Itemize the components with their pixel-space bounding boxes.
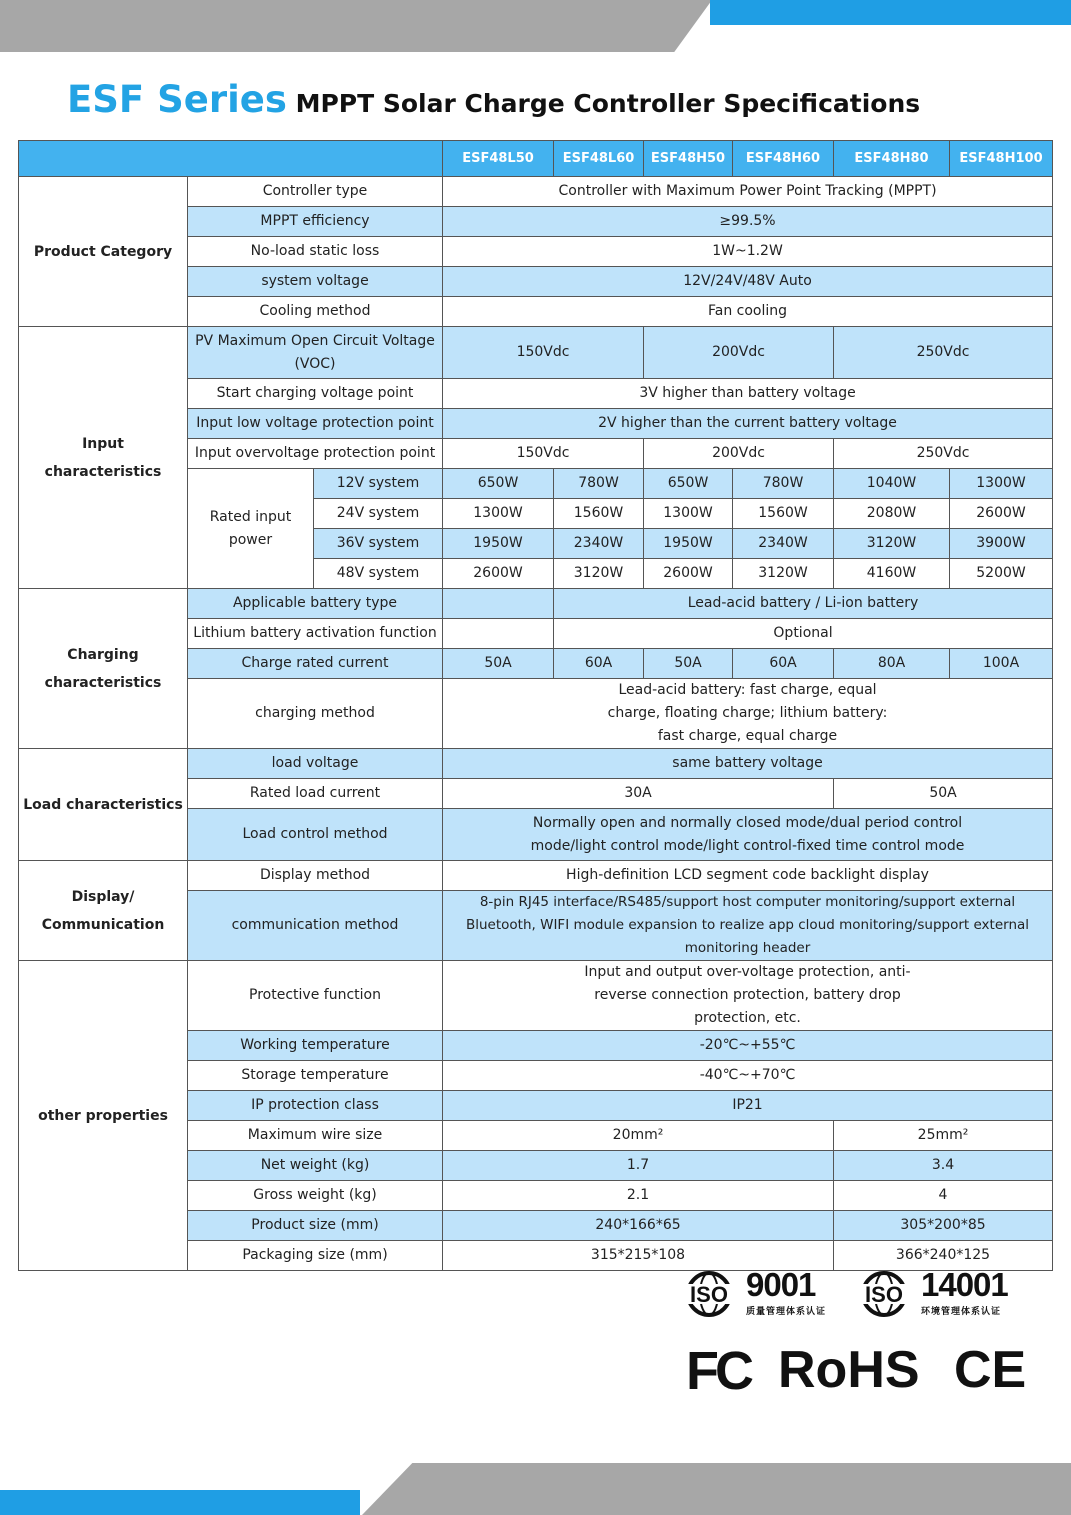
model-header: ESF48H100: [950, 141, 1053, 177]
power-value: 2600W: [644, 559, 733, 589]
power-value: 1950W: [644, 529, 733, 559]
category-load: Load characteristics: [19, 749, 188, 861]
model-header: ESF48H60: [733, 141, 834, 177]
iso-globe-icon: [680, 1268, 738, 1320]
system-label: 12V system: [314, 469, 443, 499]
spec-table: [18, 140, 1053, 1271]
spec-label: charging method: [188, 679, 443, 749]
page-title: [67, 78, 920, 121]
power-value: 3120W: [733, 559, 834, 589]
spec-label: communication method: [188, 891, 443, 961]
table-row: [19, 177, 1053, 207]
rated-input-power-label: Rated input power: [188, 469, 314, 589]
bottom-gray-banner: [362, 1463, 1071, 1515]
system-label: 48V system: [314, 559, 443, 589]
power-value: 4160W: [834, 559, 950, 589]
spec-label: Storage temperature: [188, 1061, 443, 1091]
table-row: [19, 327, 1053, 379]
spec-value: Normally open and normally closed mode/dual period control mode/light control mode/light control-fixed time control mode: [443, 809, 1053, 861]
power-value: 2600W: [443, 559, 554, 589]
iso-globe-icon: [855, 1268, 913, 1320]
power-value: 3120W: [554, 559, 644, 589]
spec-value: 200Vdc: [644, 439, 834, 469]
spec-value: 150Vdc: [443, 439, 644, 469]
spec-value: Fan cooling: [443, 297, 1053, 327]
spec-value: 315*215*108: [443, 1241, 834, 1271]
category-display: Display/ Communication: [19, 861, 188, 961]
current-value: 50A: [443, 649, 554, 679]
spec-label: No-load static loss: [188, 237, 443, 267]
power-value: 650W: [644, 469, 733, 499]
system-label: 36V system: [314, 529, 443, 559]
spec-value: 3V higher than battery voltage: [443, 379, 1053, 409]
spec-label: Display method: [188, 861, 443, 891]
current-value: 60A: [554, 649, 644, 679]
spec-value: Input and output over-voltage protection, anti-reverse connection protection, battery drop protection, etc.: [443, 961, 1053, 1031]
svg-text:ISO: ISO: [690, 1282, 728, 1307]
header-row: [19, 141, 1053, 177]
spec-value: 305*200*85: [834, 1211, 1053, 1241]
spec-value: Controller with Maximum Power Point Tracking (MPPT): [443, 177, 1053, 207]
spec-value: 366*240*125: [834, 1241, 1053, 1271]
spec-value: 8-pin RJ45 interface/RS485/support host computer monitoring/support external Bluetooth, WIFI module expansion to realize app cloud monitoring/support external monitoring header: [443, 891, 1053, 961]
iso14001-number: 14001: [921, 1266, 1008, 1303]
spec-value: 150Vdc: [443, 327, 644, 379]
system-label: 24V system: [314, 499, 443, 529]
power-value: 2340W: [554, 529, 644, 559]
spec-label: PV Maximum Open Circuit Voltage (VOC): [188, 327, 443, 379]
current-value: 60A: [733, 649, 834, 679]
spec-value: -20℃~+55℃: [443, 1031, 1053, 1061]
power-value: 650W: [443, 469, 554, 499]
spec-label: load voltage: [188, 749, 443, 779]
spec-value: 4: [834, 1181, 1053, 1211]
spec-label: IP protection class: [188, 1091, 443, 1121]
current-value: 100A: [950, 649, 1053, 679]
iso9001-subtitle: 质量管理体系认证: [746, 1307, 827, 1317]
fcc-logo: FC: [686, 1341, 750, 1401]
spec-label: Net weight (kg): [188, 1151, 443, 1181]
spec-label: Lithium battery activation function: [188, 619, 443, 649]
power-value: 1300W: [644, 499, 733, 529]
power-value: 1560W: [733, 499, 834, 529]
spec-value: 240*166*65: [443, 1211, 834, 1241]
spec-value: 250Vdc: [834, 439, 1053, 469]
svg-text:ISO: ISO: [865, 1282, 903, 1307]
spec-value: 1.7: [443, 1151, 834, 1181]
category-product: Product Category: [19, 177, 188, 327]
spec-value: 50A: [834, 779, 1053, 809]
current-value: 80A: [834, 649, 950, 679]
title-text: MPPT Solar Charge Controller Specifications: [286, 89, 921, 118]
spec-value: 25mm²: [834, 1121, 1053, 1151]
spec-value: 2V higher than the current battery voltage: [443, 409, 1053, 439]
spec-label: MPPT efficiency: [188, 207, 443, 237]
current-value: 50A: [644, 649, 733, 679]
power-value: 1560W: [554, 499, 644, 529]
spec-value: 2.1: [443, 1181, 834, 1211]
power-value: 1950W: [443, 529, 554, 559]
spec-value: 12V/24V/48V Auto: [443, 267, 1053, 297]
power-value: 3120W: [834, 529, 950, 559]
spec-label: Rated load current: [188, 779, 443, 809]
bottom-blue-banner: [0, 1490, 360, 1515]
ce-logo: CE: [954, 1341, 1027, 1399]
spec-value: 30A: [443, 779, 834, 809]
table-row: [19, 749, 1053, 779]
power-value: 2340W: [733, 529, 834, 559]
iso14001-subtitle: 环境管理体系认证: [921, 1307, 1002, 1317]
spec-label: Product size (mm): [188, 1211, 443, 1241]
spec-label: Controller type: [188, 177, 443, 207]
spec-value: 20mm²: [443, 1121, 834, 1151]
spec-label: Input overvoltage protection point: [188, 439, 443, 469]
spec-value: same battery voltage: [443, 749, 1053, 779]
spec-blank: [443, 619, 554, 649]
model-header: ESF48H50: [644, 141, 733, 177]
spec-label: Charge rated current: [188, 649, 443, 679]
table-row: [19, 589, 1053, 619]
power-value: 780W: [733, 469, 834, 499]
model-header: ESF48H80: [834, 141, 950, 177]
top-gray-banner: [0, 0, 712, 52]
power-value: 2600W: [950, 499, 1053, 529]
power-value: 1040W: [834, 469, 950, 499]
spec-label: Cooling method: [188, 297, 443, 327]
spec-value: ≥99.5%: [443, 207, 1053, 237]
spec-label: Gross weight (kg): [188, 1181, 443, 1211]
model-header: ESF48L60: [554, 141, 644, 177]
spec-value: Lead-acid battery: fast charge, equal charge, floating charge; lithium battery: fast charge, equal charge: [443, 679, 1053, 749]
spec-value: Lead-acid battery / Li-ion battery: [554, 589, 1053, 619]
spec-label: Load control method: [188, 809, 443, 861]
spec-value: Optional: [554, 619, 1053, 649]
spec-label: Start charging voltage point: [188, 379, 443, 409]
category-charging: Charging characteristics: [19, 589, 188, 749]
spec-label: Protective function: [188, 961, 443, 1031]
spec-value: 1W~1.2W: [443, 237, 1053, 267]
spec-label: Packaging size (mm): [188, 1241, 443, 1271]
top-blue-banner: [710, 0, 1071, 25]
title-series: ESF Series: [67, 78, 287, 121]
power-value: 1300W: [443, 499, 554, 529]
category-other: other properties: [19, 961, 188, 1271]
power-value: 780W: [554, 469, 644, 499]
power-value: 3900W: [950, 529, 1053, 559]
spec-label: system voltage: [188, 267, 443, 297]
power-value: 1300W: [950, 469, 1053, 499]
spec-label: Maximum wire size: [188, 1121, 443, 1151]
table-row: [19, 861, 1053, 891]
spec-value: 200Vdc: [644, 327, 834, 379]
spec-label: Working temperature: [188, 1031, 443, 1061]
header-blank: [19, 141, 443, 177]
table-row: [19, 961, 1053, 1031]
spec-value: High-definition LCD segment code backlight display: [443, 861, 1053, 891]
spec-value: 3.4: [834, 1151, 1053, 1181]
spec-value: IP21: [443, 1091, 1053, 1121]
spec-value: -40℃~+70℃: [443, 1061, 1053, 1091]
power-value: 2080W: [834, 499, 950, 529]
spec-label: Applicable battery type: [188, 589, 443, 619]
spec-label: Input low voltage protection point: [188, 409, 443, 439]
category-input: Input characteristics: [19, 327, 188, 589]
certification-logos: [680, 1266, 1027, 1401]
power-value: 5200W: [950, 559, 1053, 589]
rohs-logo: RoHS: [778, 1341, 920, 1399]
model-header: ESF48L50: [443, 141, 554, 177]
spec-blank: [443, 589, 554, 619]
spec-value: 250Vdc: [834, 327, 1053, 379]
iso9001-number: 9001: [746, 1266, 816, 1303]
